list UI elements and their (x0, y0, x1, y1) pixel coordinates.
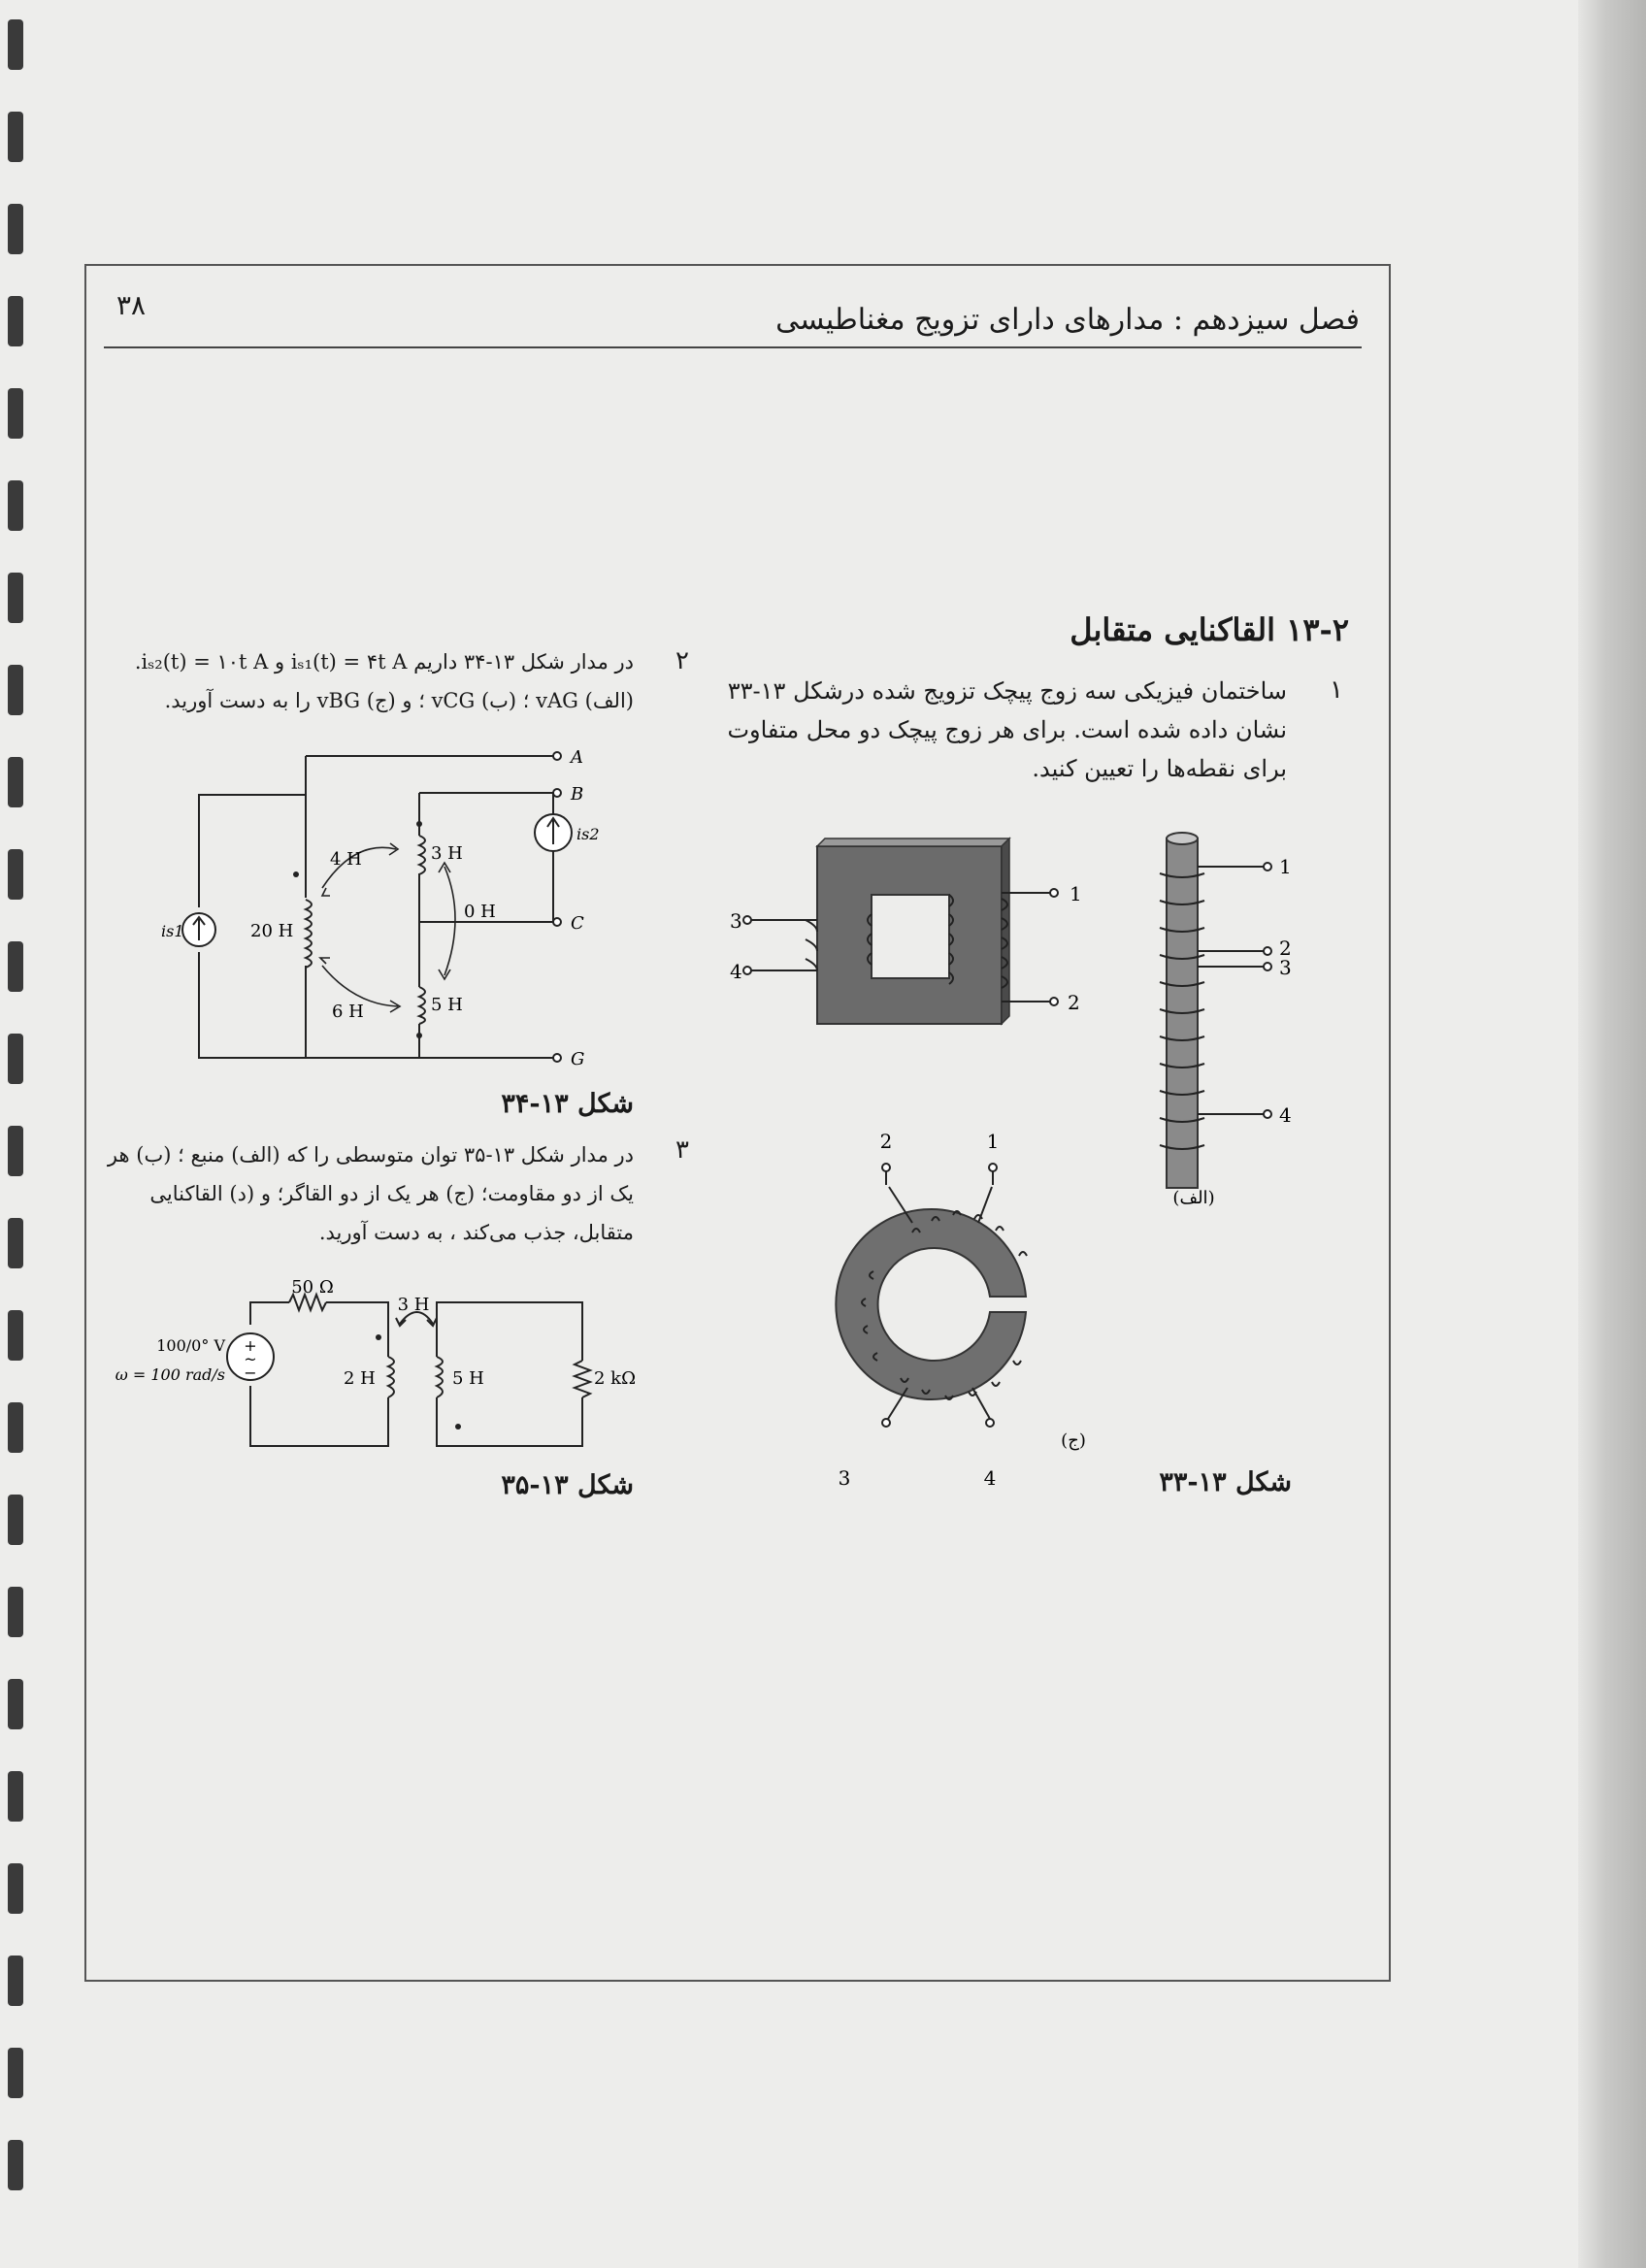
figure-13-34-caption: شکل ۱۳-۳۴ (501, 1089, 634, 1119)
mutual-6h-label: 6 H (332, 1002, 364, 1022)
toroid-terminal-4: 4 (983, 1466, 997, 1490)
toroid-terminal-2: 2 (879, 1130, 893, 1153)
problem2-line: (الف) vAG ؛ (ب) vCG ؛ و (ج) vBG را به دست آورید. (164, 689, 634, 712)
problem3-number: ۳ (675, 1135, 689, 1165)
inductor-5h-label: 5 H (431, 995, 463, 1015)
rod-terminal-3: 3 (1279, 956, 1292, 979)
problem1-line: برای نقطه‌ها را تعیین کنید. (1032, 755, 1287, 782)
mutual-4h-label: 4 H (330, 849, 362, 870)
current-source-is1 (182, 907, 215, 952)
core-terminal-3: 3 (730, 909, 742, 933)
problem1-line: نشان داده شده است. برای هر زوج پیچک دو محل متفاوت (727, 716, 1287, 743)
source-is2-label: is2 (576, 825, 600, 843)
toroid-drawing (836, 1130, 1086, 1490)
inductor-3h (416, 821, 425, 874)
figure-13-35-caption: شکل ۱۳-۳۵ (501, 1470, 634, 1500)
resistor-50-label: 50 Ω (291, 1277, 334, 1298)
inductor-5h-label: 5 H (452, 1368, 484, 1389)
voltage-source (227, 1333, 274, 1382)
rod-winding-drawing (1160, 833, 1292, 1208)
omega-label: ω = 100 rad/s (115, 1365, 225, 1384)
figure-label-a: (الف) (1172, 1188, 1215, 1208)
header-rule (104, 346, 1362, 348)
rod-terminal-2: 2 (1279, 937, 1292, 960)
rod-terminal-4: 4 (1279, 1103, 1292, 1127)
figure-13-33 (728, 825, 1330, 1490)
node-g-label: G (571, 1049, 585, 1069)
resistor-2k-label: 2 kΩ (594, 1368, 637, 1389)
toroid-terminal-3: 3 (838, 1466, 851, 1490)
toroid-terminal-1: 1 (986, 1130, 1000, 1153)
problem1-line: ساختمان فیزیکی سه زوج پیچک تزویج شده درشکل ۱۳-۳۳ (727, 677, 1287, 705)
rod-terminal-1: 1 (1279, 855, 1292, 878)
node-c-label: C (571, 913, 584, 934)
problem2-text (110, 642, 634, 720)
figure-13-34 (161, 742, 621, 1072)
inductor-3h-label: 3 H (431, 843, 463, 864)
chapter-title: فصل سیزدهم : مدارهای دارای تزویج مغناطیسی (775, 303, 1360, 337)
svg-text:+: + (244, 1336, 257, 1355)
section-title: ۱۳-۲ القاکنایی متقابل (1070, 611, 1349, 648)
inductor-2h-label: 2 H (344, 1368, 376, 1389)
inductor-5h (416, 987, 425, 1038)
problem1-number: ۱ (1330, 675, 1343, 705)
problem3-line: یک از دو مقاومت؛ (ج) هر یک از دو القاگر؛ و (د) القاکنایی (149, 1182, 634, 1205)
problem3-line: در مدار شکل ۱۳-۳۵ توان متوسطی را که (الف) منبع ؛ (ب) هر (107, 1143, 634, 1167)
source-is1-label: is1 (161, 922, 184, 940)
node-b-label: B (571, 784, 584, 805)
transformer-core-drawing (730, 838, 1082, 1024)
node-a-label: A (571, 747, 583, 768)
problem2-number: ۲ (675, 646, 689, 675)
mutual-0h-label: 0 H (464, 902, 496, 922)
page-number: ۳۸ (116, 289, 147, 321)
inductor-20h-label: 20 H (250, 921, 294, 941)
scan-edge-shadow (1578, 0, 1646, 2268)
mutual-3h-label: 3 H (397, 1295, 430, 1315)
source-value-label: 100/0° V (156, 1336, 225, 1355)
figure-label-c: (ج) (1061, 1430, 1086, 1451)
problem2-line: در مدار شکل ۱۳-۳۴ داریم iₛ₁(t) = ۴t A و iₛ₂(t) = ۱۰t A. (134, 650, 634, 674)
problem3-text (107, 1135, 634, 1252)
problem1-text (685, 672, 1287, 788)
problem3-line: متقابل، جذب می‌کند ، به دست آورید. (318, 1221, 634, 1244)
svg-text:~: ~ (244, 1350, 257, 1368)
core-terminal-2: 2 (1068, 991, 1080, 1014)
current-source-is2 (535, 814, 572, 851)
figure-13-35 (115, 1277, 650, 1456)
core-terminal-1: 1 (1070, 882, 1082, 905)
svg-text:−: − (244, 1364, 257, 1382)
figure-13-33-caption: شکل ۱۳-۳۳ (1159, 1467, 1292, 1497)
core-terminal-4: 4 (730, 960, 742, 983)
